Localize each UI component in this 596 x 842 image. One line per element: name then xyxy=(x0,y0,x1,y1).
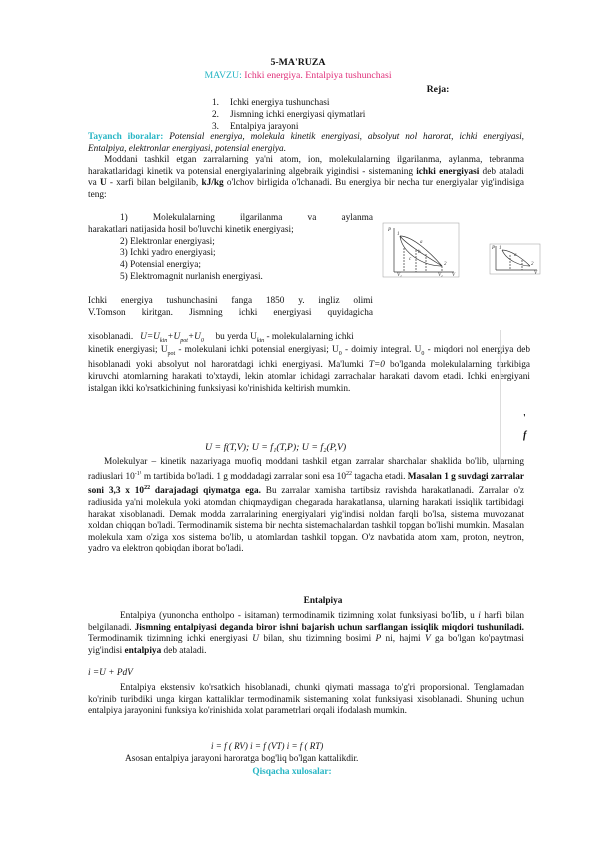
topic-line xyxy=(0,70,596,81)
molecular-paragraph: Molekulyar – kinetik nazariyaga muofiq moddani tashkil etgan zarralar sharchalar shaklida bo'lib, ularning radiuslari $10^{-1^1}$ m tartibida bo'ladi. 1 g moddadagi zarralar soni esa $10^{22}$ tagacha etadi. Masalan 1 g suvdagi zarralar soni 3,3 x $10^{22}$ darajadagi qiymatga ega. Bu zarralar xamisha tartibsiz ravishda harakatlanadi. Zarralar o'z radiusida ya'ni molekula yoki atomdan chiqmaydigan chegarada harakatlansa, ularning harakati issiqlik tartibidagi harakat xisoblanadi. Demak modda zarralarining energiyalari yig'indisi noldan farqli bo'lsa, sistema muvozanat xoldan chiqqan bo'ladi. Termodinamik sistema bir nechta sistemachalardan tashkil topgan bo'lishi mumkin. Masalan molekula xam o'ziga xos sistema bo'lib, u atomlardan tashkil topgan. O'z navbatida atom xam, proton, neytron, yadro va elektron qobiqdan iborat bo'ladi. xyxy=(88,457,525,555)
margin-box xyxy=(500,330,547,470)
pv-diagram-right xyxy=(490,244,540,274)
plan-item: 1. Ichki energiya tushunchasi xyxy=(212,98,330,108)
topic-title: Ichki energiya. Entalpiya tushunchasi xyxy=(244,70,392,81)
pv-diagram-figure xyxy=(382,222,542,278)
point-label: 2 xyxy=(444,262,447,267)
intro-paragraph: Moddani tashkil etgan zarralarning ya'ni atom, ion, molekulalarning ilgarilanma, aylanma, tebranma harakatlaridagi kinetik va potensial energiyalarining algebraik yigindisi - sistemaning ichki energiyasi deb ataladi va U - xarfi bilan belgilanib, kJ/kg o'lchov birligida o'lchanadi. Bu energiya bir necha tur energiyalar yig'indisiga teng: xyxy=(88,155,525,200)
axis-label-v: V xyxy=(452,273,456,278)
pv-diagram-left xyxy=(383,223,459,277)
margin-mark: f xyxy=(523,430,527,441)
energy-list xyxy=(88,213,373,284)
curve-label: c xyxy=(409,257,412,262)
list-item: 5) Elektromagnit nurlanish energiyasi. xyxy=(120,271,263,282)
point-label: 2 xyxy=(531,262,534,267)
curve-label: b xyxy=(418,250,421,255)
enthalpy-paragraph-2: Entalpiya ekstensiv ko'rsatkich hisoblanadi, chunki qiymati massaga to'g'ri proporsional. Tenglamadan ko'rinib turibdiki unga kirgan kattaliklar termodinamik sistemaning xolat funksiyasi xisoblanadi. Shuning uchun entalpiya jarayonini funksiya ko'rinishida xolat parametrlari orqali ifodalash mumkin. xyxy=(88,683,524,717)
plan-list xyxy=(212,97,365,133)
plan-item: 2. Jismning ichki energiyasi qiymatlari xyxy=(212,110,366,120)
enthalpy-function-formula: i = f ( RV) i = f (VT) i = f ( RT) xyxy=(211,741,324,751)
curve-label: a xyxy=(420,240,423,245)
list-item: harakatlari natijasida hosil bo'luvchi kinetik energiyasi; xyxy=(88,224,294,235)
list-item: 4) Potensial energiya; xyxy=(120,260,201,271)
margin-mark: ' xyxy=(523,413,526,424)
thomson-paragraph: kinetik energiyasi; $U_{pot}$ - molekulani ichki potensial energiyasi; $U_0$ - doimiy integral. $U_0$ - miqdori nol energiya deb hisoblanadi yoki absolyut nol haroratdagi ichki energiyasi. Ma'lumki T=0 bo'lganda molekulalarning tarkibiga kiruvchi atomlarning harakati to'xtaydi, lekin atomlar ichidagi zarrachalar harakati davom etadi. Ichki energiyani istalgan ikki ko'rsatkichining funksiyasi ko'rinishida keltirish mumkin. xyxy=(88,345,530,394)
point-label: 1 xyxy=(499,246,502,251)
state-function-formula: U = f(T,V); U = f₁(T,P); U = f₂(P,V) xyxy=(205,442,347,453)
enthalpy-paragraph: Entalpiya (yunoncha entholpo - isitaman) termodinamik tizimning xolat funksiyasi bo'lib, u i harfi bilan belgilanadi. Jismning entalpiyasi deganda biror ishni bajarish uchun sarflangan issiqlik miqdori tushuniladi. Termodinamik tizimning ichki energiyasi U bilan, shu tizimning bosimi P ni, hajmi V ga bo'lgan ko'paytmasi yig'indisi entalpiya deb ataladi. xyxy=(88,609,525,656)
list-item: 3) Ichki yadro energiyasi; xyxy=(120,248,216,259)
section-heading-enthalpy: Entalpiya xyxy=(303,596,343,606)
axis-label-p: P xyxy=(492,246,496,251)
list-item: 1) Molekulalarning ilgarilanma va aylanma xyxy=(120,213,373,223)
tick-label: V₁ xyxy=(397,273,402,278)
tick-label: V₂ xyxy=(438,273,443,278)
internal-energy-formula: xisoblanadi. $U=U_{kin}+U_{pot}+U_0$ bu yerda $U_{kin}$ - molekulalarning ichki xyxy=(88,332,354,344)
pv-right-labels xyxy=(491,246,538,276)
axis-label-p: P xyxy=(388,228,392,233)
enthalpy-formula: i =U + PdV xyxy=(88,668,133,678)
curve-label: a xyxy=(514,253,517,258)
thomson-lines: Ichki energiya tushunchasini fanga 1850 y. ingliz olimi V.Tomson kiritgan. Jismning ichki energiyasi quyidagicha xyxy=(88,296,373,318)
topic-prefix: MAVZU: xyxy=(204,70,242,81)
list-item: 2) Elektronlar energiyasi; xyxy=(120,236,215,247)
axis-label-v: V xyxy=(534,271,538,276)
plan-label: Reja: xyxy=(426,84,450,95)
plan-item: 3. Entalpiya jarayoni xyxy=(212,122,299,132)
point-label: 1 xyxy=(397,232,400,237)
lecture-number: 5-MA'RUZA xyxy=(270,57,326,68)
conclusion-heading: Qisqacha xulosalar: xyxy=(252,767,332,777)
enthalpy-temperature-note: Asosan entalpiya jarayoni haroratga bog'liq bo'lgan kattalikdir. xyxy=(125,754,359,764)
keywords: Tayanch iboralar: Potensial energiya, molekula kinetik energiyasi, absolyut nol harorat, ichki energiyasi, Entalpiya, elektronlar energiyasi, potensial energiya. xyxy=(88,132,525,154)
